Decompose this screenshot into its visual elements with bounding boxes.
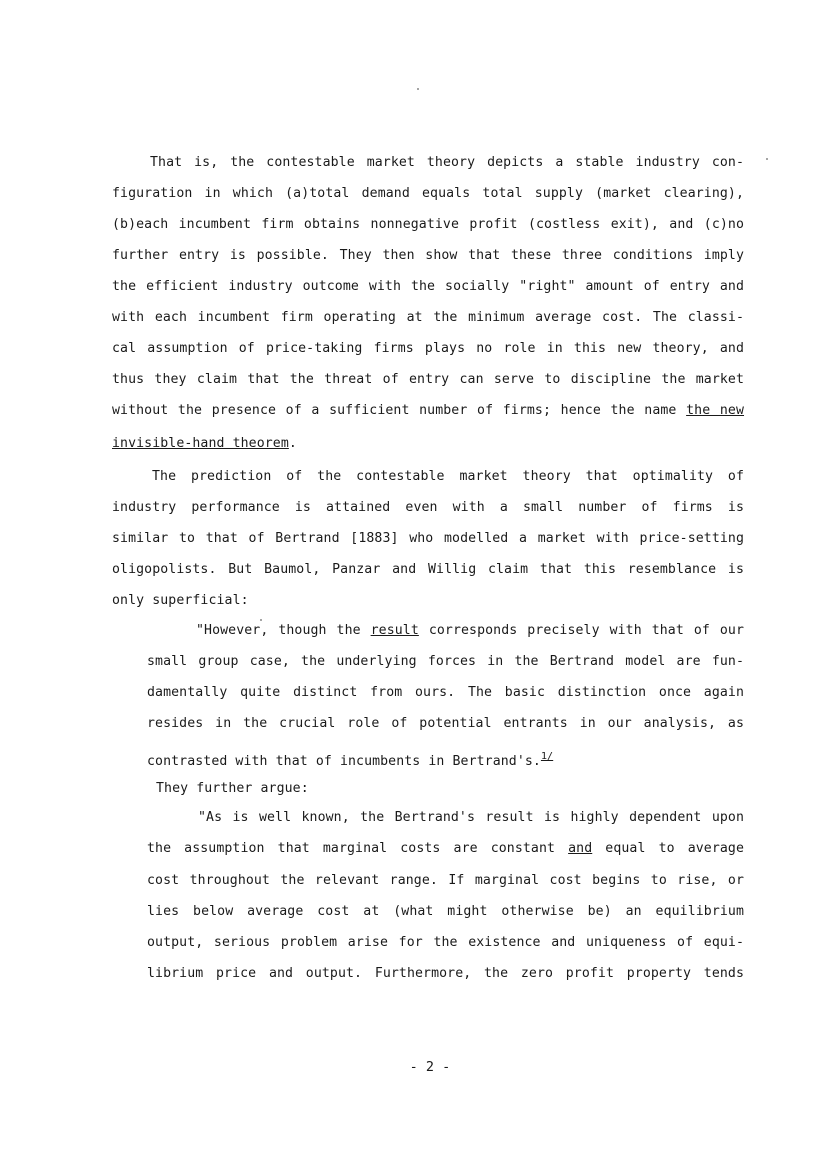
- text-line: [112, 402, 744, 420]
- underlined-term: result: [370, 623, 419, 638]
- text-line: figuration in which (a)total demand equals total supply (market clearing),: [112, 186, 744, 201]
- connector-text: They further argue:: [156, 781, 309, 796]
- text-segment: without the presence of a sufficient number of firms; hence the name: [112, 403, 687, 418]
- scan-speck: [766, 158, 768, 160]
- footnote-marker: 1/: [540, 751, 554, 762]
- text-line: industry performance is attained even with a small number of firms is: [112, 500, 744, 515]
- text-segment: corresponds precisely with that of our: [418, 623, 744, 638]
- text-line: That is, the contestable market theory depicts a stable industry con-: [150, 155, 744, 170]
- text-line: oligopolists. But Baumol, Panzar and Willig claim that this resemblance is: [112, 562, 744, 577]
- text-line: "As is well known, the Bertrand's result is highly dependent upon: [198, 810, 744, 825]
- text-line: output, serious problem arise for the existence and uniqueness of equi-: [147, 935, 744, 950]
- text-segment: "However, though the: [196, 623, 371, 638]
- text-segment: contrasted with that of incumbents in Bertrand's.: [147, 754, 541, 769]
- page-number: - 2 -: [409, 1059, 451, 1075]
- text-line: cal assumption of price-taking firms plays no role in this new theory, and: [112, 341, 744, 356]
- text-line: thus they claim that the threat of entry can serve to discipline the market: [112, 372, 744, 387]
- text-segment: equal to average: [592, 841, 744, 856]
- text-line: only superficial:: [112, 593, 249, 608]
- text-line: [147, 840, 744, 858]
- text-line: small group case, the underlying forces in the Bertrand model are fun-: [147, 654, 744, 669]
- text-line: librium price and output. Furthermore, the zero profit property tends: [147, 966, 744, 981]
- text-line: further entry is possible. They then show that these three conditions imply: [112, 248, 744, 263]
- underlined-term: invisible-hand theorem: [112, 436, 289, 451]
- underlined-term: the new: [686, 403, 745, 418]
- scan-speck: [260, 619, 262, 621]
- text-line: similar to that of Bertrand [1883] who modelled a market with price-setting: [112, 531, 744, 546]
- text-line: [112, 435, 744, 453]
- text-line: with each incumbent firm operating at the minimum average cost. The classi-: [112, 310, 744, 325]
- text-line: lies below average cost at (what might otherwise be) an equilibrium: [147, 904, 744, 919]
- text-segment: .: [288, 436, 297, 451]
- text-line: resides in the crucial role of potential entrants in our analysis, as: [147, 716, 744, 731]
- text-line: damentally quite distinct from ours. The basic distinction once again: [147, 685, 744, 700]
- text-line: cost throughout the relevant range. If marginal cost begins to rise, or: [147, 873, 744, 888]
- underlined-term: and: [568, 841, 593, 856]
- text-line: (b)each incumbent firm obtains nonnegative profit (costless exit), and (c)no: [112, 217, 744, 232]
- scan-speck: [417, 88, 419, 90]
- text-line: [196, 622, 744, 640]
- text-line: the efficient industry outcome with the socially "right" amount of entry and: [112, 279, 744, 294]
- text-segment: the assumption that marginal costs are constant: [147, 841, 569, 856]
- text-line: [147, 748, 744, 771]
- text-line: The prediction of the contestable market theory that optimality of: [152, 469, 744, 484]
